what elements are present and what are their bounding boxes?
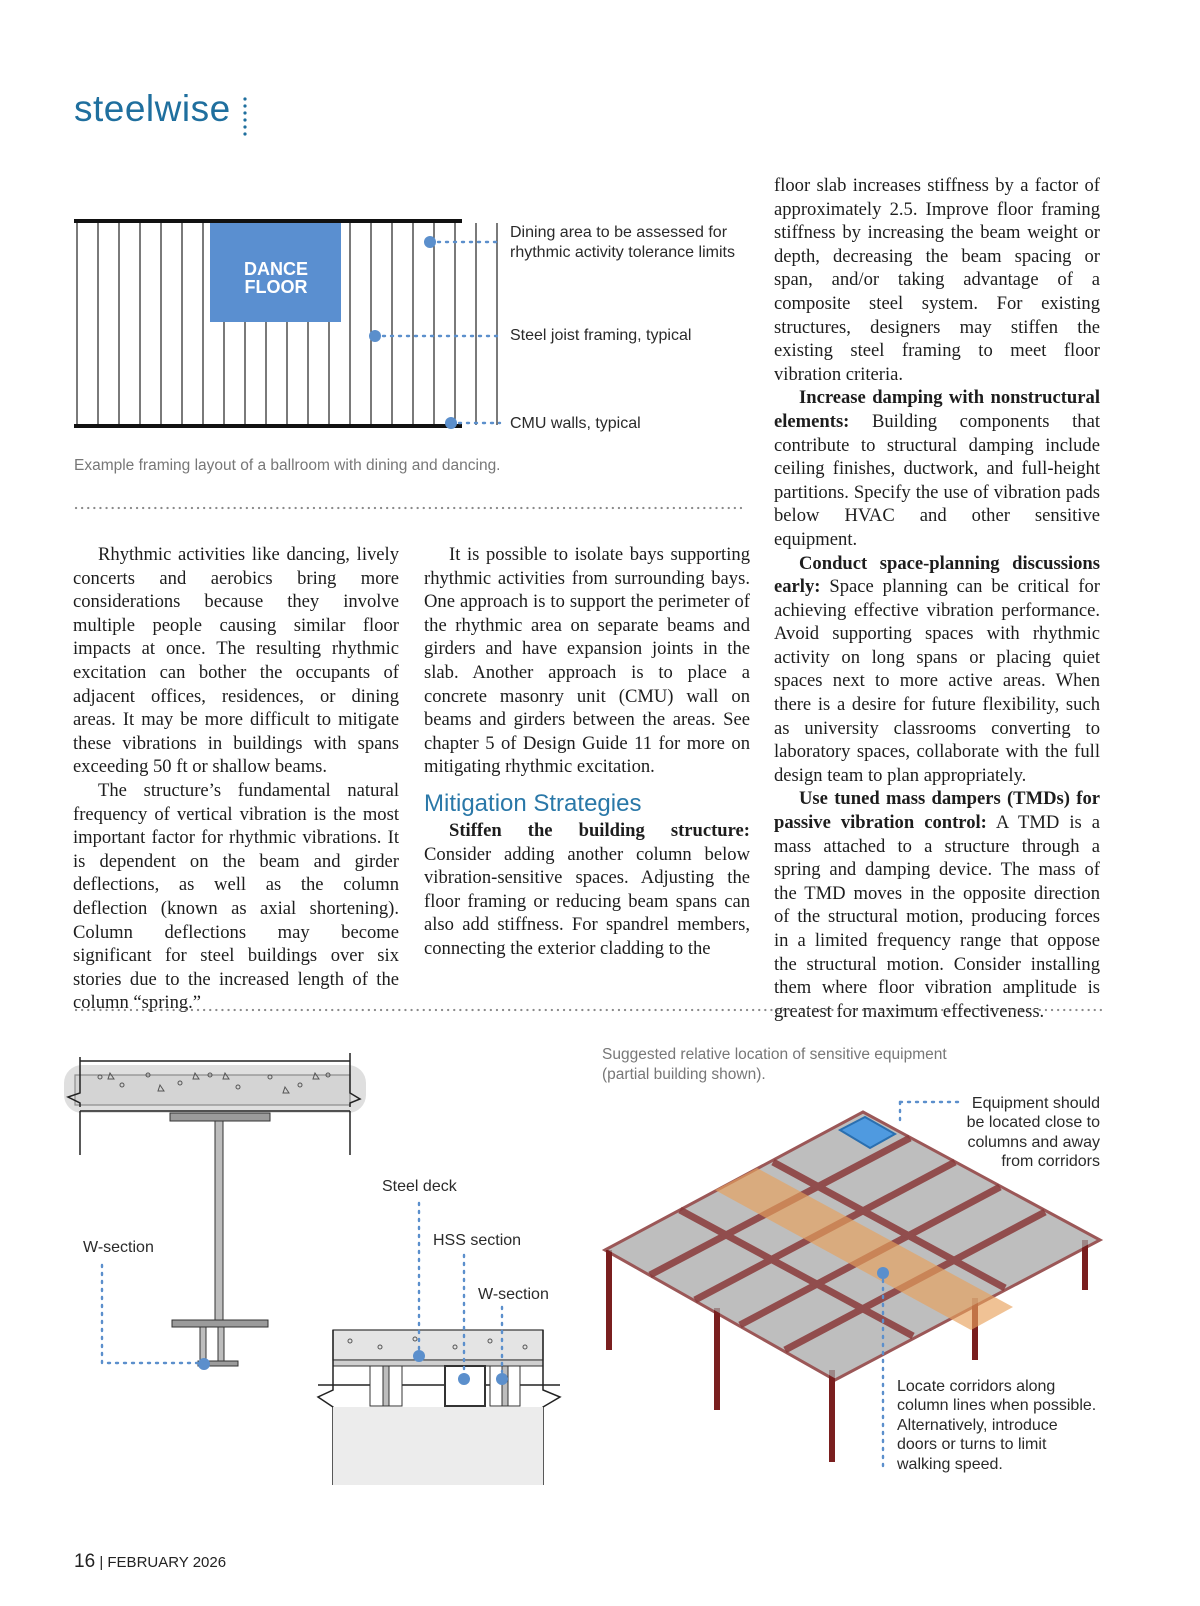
label-w-section-left: W-section	[83, 1239, 154, 1256]
steel-deck-marker	[413, 1350, 425, 1362]
figure1-caption: Example framing layout of a ballroom with dining and dancing.	[74, 457, 501, 474]
masthead-dots-icon	[243, 96, 247, 136]
callout-corridors	[897, 1377, 1107, 1474]
beam-section-diagram	[60, 1045, 580, 1490]
callout-equipment-line3: columns and away	[967, 1133, 1100, 1151]
body-column-3	[774, 174, 1100, 1023]
mitigation-heading: Mitigation Strategies	[424, 789, 642, 817]
cmu-marker	[445, 417, 457, 429]
figure3-caption-line1: Suggested relative location of sensitive equipment	[602, 1046, 947, 1063]
page-footer	[74, 1551, 226, 1573]
footer-separator: |	[99, 1554, 108, 1571]
page-number: 16	[74, 1551, 96, 1572]
callout-equipment-line2: be located close to	[966, 1114, 1100, 1132]
hss-section-marker	[458, 1373, 470, 1385]
callout-dining-line2: rhythmic activity tolerance limits	[510, 244, 735, 261]
w-section-right-marker	[496, 1373, 508, 1385]
dance-floor-label-1: DANCE	[243, 259, 309, 279]
section-divider	[74, 506, 744, 510]
col3-paragraph-1: floor slab increases stiffness by a factor of approximately 2.5. Improve floor framing stiffness by increasing the beam weight or depth, decreasing the beam spacing or span, and/or taking advantage of a composite steel system. For existing structures, designers may stiffen the existing steel framing to meet floor vibration criteria.	[774, 175, 1100, 385]
corridor-marker	[877, 1267, 889, 1279]
col1-paragraph-2: The structure’s fundamental natural frequency of vertical vibration is the most important factor for rhythmic vibrations. It is dependent on the beam and girder deflections, as well as the column deflection (known as axial shortening). Column deflections may become significant for steel buildings over six stories due to the increased length of the column “spring.”	[73, 779, 399, 1014]
callout-corridors-line1: Locate corridors along	[897, 1378, 1056, 1395]
callout-corridors-line3: Alternatively, introduce	[897, 1416, 1058, 1434]
figure3-caption	[602, 1045, 947, 1085]
callout-cmu: CMU walls, typical	[510, 415, 641, 432]
col3-paragraph-3: Space planning can be critical for achieving effective vibration performance. Avoid supporting spaces with rhythmic activity on long spans or placing quiet spaces next to more active areas. When there is a desire for future flexibility, such as university classrooms converting to laboratory spaces, collaborate with the full design team to plan appropriately.	[774, 576, 1100, 786]
callout-corridors-line2: column lines when possible.	[897, 1397, 1097, 1415]
label-steel-deck: Steel deck	[382, 1178, 457, 1195]
callout-corridors-line4: doors or turns to limit	[897, 1436, 1047, 1454]
dining-marker	[424, 236, 436, 248]
joist-marker	[369, 330, 381, 342]
label-w-section-right: W-section	[478, 1286, 549, 1303]
col3-lead-tmd: Use tuned mass dampers (TMDs) for passive vibration control:	[774, 788, 1100, 834]
col2-lead-stiffen: Stiffen the building structure:	[449, 819, 750, 841]
label-hss-section: HSS section	[433, 1232, 522, 1249]
callout-corridors-line5: walking speed.	[897, 1455, 1003, 1473]
col3-lead-damping: Increase damping with nonstructural elements:	[774, 387, 1100, 432]
body-column-2	[424, 543, 750, 961]
col3-paragraph-2: Building components that contribute to structural damping include ceiling finishes, ductwork, and full-height partitions. Specify the use of vibration pads below HVAC and other sensitive equipment.	[774, 410, 1100, 550]
callout-equipment	[900, 1094, 1100, 1172]
w-section-left-marker	[198, 1358, 210, 1370]
col1-paragraph-1: Rhythmic activities like dancing, lively concerts and aerobics bring more considerations because they involve multiple people causing similar floor impacts at once. The resulting rhythmic excitation can bother the occupants of adjacent offices, residences, or dining areas. It may be more difficult to mitigate these vibrations in buildings with spans exceeding 50 ft or shallow beams.	[73, 544, 399, 778]
body-column-1	[73, 543, 399, 1015]
callout-joist: Steel joist framing, typical	[510, 327, 692, 344]
ballroom-framing-diagram	[70, 215, 520, 440]
col3-lead-space-planning: Conduct space-planning discussions early:	[774, 552, 1100, 598]
col3-paragraph-4: A TMD is a mass attached to a structure through a spring and damping device. The mass of the TMD moves in the opposite direction of the structural motion, producing forces in a limited frequency range that oppose the structural motion. Consider installing them where floor vibration amplitude is greatest for maximum effectiveness.	[774, 812, 1100, 1022]
callout-dining-line1: Dining area to be assessed for	[510, 224, 728, 241]
issue-date: FEBRUARY 2026	[107, 1554, 227, 1571]
col2-paragraph-2: Consider adding another column below vibration-sensitive spaces. Adjusting the floor framing or reducing beam spans can also add stiffness. For spandrel members, connecting the exterior cladding to the	[424, 843, 750, 959]
callout-equipment-line4: from corridors	[1001, 1153, 1100, 1171]
dance-floor-label-2: FLOOR	[244, 277, 308, 297]
masthead: steelwise	[74, 88, 231, 129]
col2-paragraph-1: It is possible to isolate bays supporting rhythmic activities from surrounding bays. One approach is to support the perimeter of the rhythmic area on separate beams and girders and have expansion joints in the slab. Another approach is to place a concrete masonry unit (CMU) wall on beams and girders between the areas. See chapter 5 of Design Guide 11 for more on mitigating rhythmic excitation.	[424, 544, 750, 778]
figure3-caption-line2: (partial building shown).	[602, 1066, 766, 1083]
section-divider-2	[74, 1008, 1104, 1012]
callout-equipment-line1: Equipment should	[971, 1095, 1100, 1112]
callout-dining	[510, 223, 735, 263]
